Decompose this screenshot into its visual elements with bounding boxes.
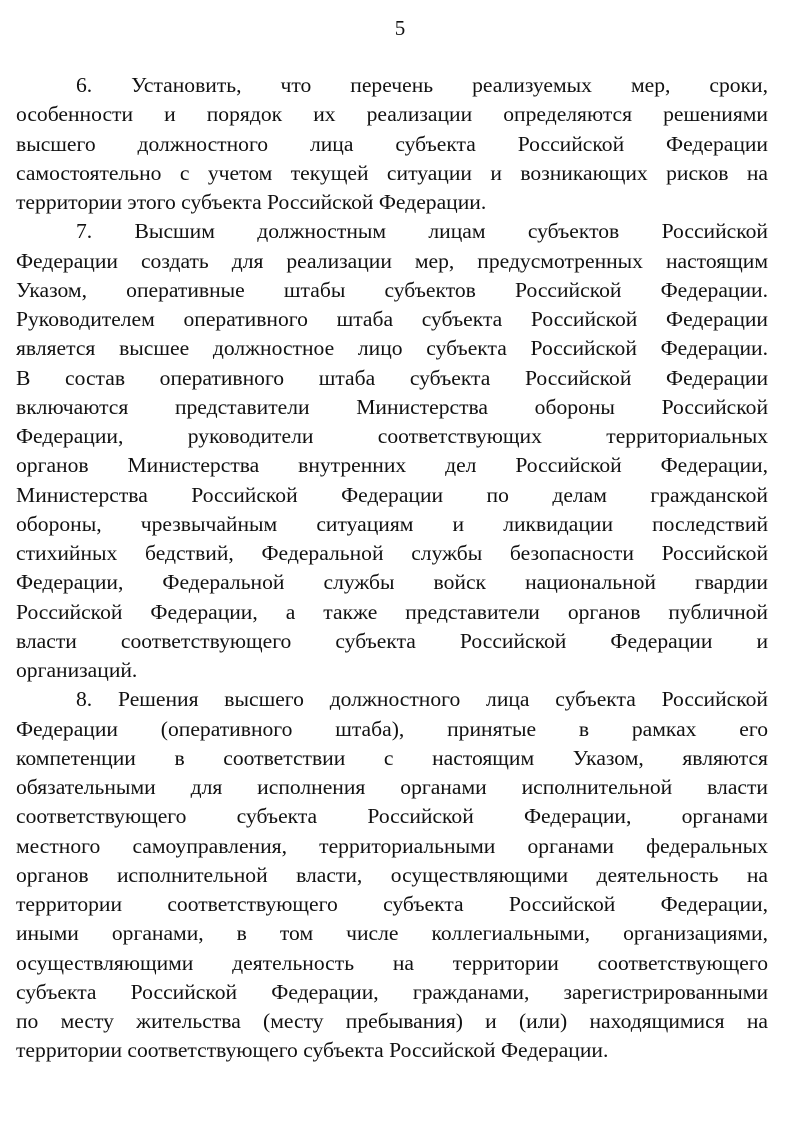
text-line: территории соответствующего субъекта Российской Федерации,: [16, 892, 768, 916]
text-line: Министерства Российской Федерации по делам гражданской: [16, 482, 768, 507]
text-line: осуществляющими деятельность на территории соответствующего: [16, 950, 768, 975]
text-line: Руководителем оперативного штаба субъекта Российской Федерации: [16, 307, 768, 331]
text-line: Федерации (оперативного штаба), принятые в рамках его: [16, 716, 768, 741]
text-line: 7. Высшим должностным лицам субъектов Российской: [76, 219, 768, 244]
text-line: В состав оперативного штаба субъекта Российской Федерации: [16, 365, 768, 390]
text-line: Федерации, Федеральной службы войск национальной гвардии: [16, 570, 768, 595]
text-line: стихийных бедствий, Федеральной службы безопасности Российской: [16, 541, 768, 565]
text-line: высшего должностного лица субъекта Российской Федерации: [16, 131, 768, 156]
text-line: 8. Решения высшего должностного лица субъекта Российской: [76, 687, 768, 712]
text-line: по месту жительства (месту пребывания) и (или) находящимися на: [16, 1009, 768, 1033]
text-line: власти соответствующего субъекта Российской Федерации и: [16, 628, 768, 653]
text-line: территории соответствующего субъекта Российской Федерации.: [16, 1038, 609, 1063]
text-line: 6. Установить, что перечень реализуемых мер, сроки,: [76, 73, 768, 97]
text-line: самостоятельно с учетом текущей ситуации и возникающих рисков на: [16, 160, 768, 185]
text-line: местного самоуправления, территориальными органами федеральных: [16, 833, 768, 858]
text-line: Федерации, руководители соответствующих территориальных: [16, 424, 768, 448]
text-line: иными органами, в том числе коллегиальными, организациями,: [16, 921, 768, 946]
paragraph-6: [16, 71, 768, 217]
text-line: органов Министерства внутренних дел Российской Федерации,: [16, 453, 768, 478]
page-number: 5: [394, 16, 406, 40]
paragraph-7: [16, 217, 768, 685]
text-line: включаются представители Министерства обороны Российской: [16, 394, 768, 419]
text-line: является высшее должностное лицо субъекта Российской Федерации.: [16, 336, 768, 361]
text-line: органов исполнительной власти, осуществляющими деятельность на: [16, 862, 768, 887]
text-line: Федерации создать для реализации мер, предусмотренных настоящим: [16, 248, 768, 273]
text-line: Указом, оперативные штабы субъектов Российской Федерации.: [16, 277, 768, 302]
text-line: организаций.: [16, 658, 138, 682]
text-line: обязательными для исполнения органами исполнительной власти: [16, 775, 768, 799]
text-line: субъекта Российской Федерации, гражданами, зарегистрированными: [16, 979, 768, 1004]
document-body: [16, 71, 768, 1066]
text-line: территории этого субъекта Российской Федерации.: [16, 190, 487, 214]
text-line: особенности и порядок их реализации определяются решениями: [16, 102, 768, 127]
paragraph-8: [16, 685, 768, 1065]
text-line: компетенции в соответствии с настоящим Указом, являются: [16, 745, 768, 770]
text-line: соответствующего субъекта Российской Федерации, органами: [16, 804, 768, 829]
text-line: Российской Федерации, а также представители органов публичной: [16, 599, 768, 624]
text-line: обороны, чрезвычайным ситуациям и ликвидации последствий: [16, 511, 768, 536]
